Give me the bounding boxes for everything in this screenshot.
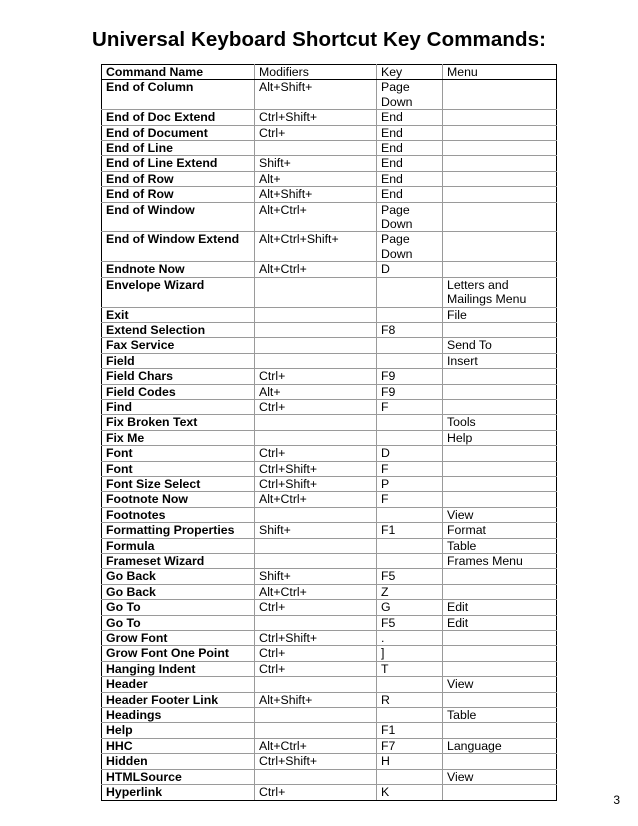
cell-key: F9 (377, 384, 443, 399)
cell-command-name: Help (102, 723, 255, 738)
cell-command-name: Exit (102, 307, 255, 322)
cell-menu (443, 399, 557, 414)
cell-menu (443, 369, 557, 384)
cell-modifiers: Alt+Ctrl+Shift+ (255, 232, 377, 262)
cell-menu: Table (443, 708, 557, 723)
cell-modifiers: Alt+Shift+ (255, 692, 377, 707)
cell-modifiers: Ctrl+ (255, 125, 377, 140)
cell-command-name: Formula (102, 538, 255, 553)
table-row (102, 615, 557, 630)
cell-menu: File (443, 307, 557, 322)
cell-modifiers: Alt+Ctrl+ (255, 584, 377, 599)
cell-command-name: Field (102, 353, 255, 368)
cell-key (377, 430, 443, 445)
cell-modifiers (255, 554, 377, 569)
cell-menu (443, 646, 557, 661)
cell-menu: View (443, 507, 557, 522)
table-row (102, 384, 557, 399)
header-command-name: Command Name (102, 65, 255, 80)
cell-modifiers: Shift+ (255, 569, 377, 584)
cell-menu (443, 262, 557, 277)
header-key: Key (377, 65, 443, 80)
table-row (102, 507, 557, 522)
cell-key (377, 307, 443, 322)
cell-key (377, 507, 443, 522)
cell-key: F (377, 399, 443, 414)
cell-modifiers: Ctrl+Shift+ (255, 476, 377, 491)
cell-modifiers (255, 353, 377, 368)
cell-menu (443, 661, 557, 676)
cell-menu (443, 171, 557, 186)
cell-command-name: End of Window (102, 202, 255, 232)
cell-menu (443, 476, 557, 491)
cell-command-name: Fax Service (102, 338, 255, 353)
table-row (102, 554, 557, 569)
cell-menu: Language (443, 738, 557, 753)
cell-menu: Edit (443, 600, 557, 615)
cell-key (377, 277, 443, 307)
cell-modifiers (255, 415, 377, 430)
table-row (102, 353, 557, 368)
cell-key: F5 (377, 615, 443, 630)
cell-command-name: End of Doc Extend (102, 110, 255, 125)
cell-menu (443, 584, 557, 599)
table-row (102, 80, 557, 110)
cell-key: D (377, 446, 443, 461)
cell-command-name: End of Row (102, 187, 255, 202)
cell-menu (443, 461, 557, 476)
cell-command-name: Fix Me (102, 430, 255, 445)
cell-modifiers: Ctrl+ (255, 399, 377, 414)
table-row (102, 631, 557, 646)
cell-menu (443, 754, 557, 769)
cell-command-name: Hyperlink (102, 785, 255, 800)
table-row (102, 171, 557, 186)
cell-modifiers (255, 677, 377, 692)
cell-command-name: End of Column (102, 80, 255, 110)
cell-command-name: Grow Font One Point (102, 646, 255, 661)
table-row (102, 232, 557, 262)
page-number: 3 (613, 793, 620, 807)
header-menu: Menu (443, 65, 557, 80)
cell-command-name: End of Line (102, 141, 255, 156)
cell-command-name: Field Chars (102, 369, 255, 384)
cell-command-name: HHC (102, 738, 255, 753)
table-row (102, 738, 557, 753)
table-row (102, 492, 557, 507)
cell-modifiers: Shift+ (255, 523, 377, 538)
table-row (102, 430, 557, 445)
table-row (102, 754, 557, 769)
cell-menu (443, 446, 557, 461)
cell-menu (443, 125, 557, 140)
cell-menu: Frames Menu (443, 554, 557, 569)
cell-key (377, 554, 443, 569)
cell-modifiers (255, 322, 377, 337)
table-row (102, 338, 557, 353)
cell-menu: View (443, 677, 557, 692)
cell-menu: Insert (443, 353, 557, 368)
cell-command-name: End of Window Extend (102, 232, 255, 262)
table-row (102, 125, 557, 140)
table-body (102, 80, 557, 800)
table-row (102, 262, 557, 277)
cell-modifiers: Ctrl+ (255, 646, 377, 661)
cell-command-name: Field Codes (102, 384, 255, 399)
cell-key: End (377, 171, 443, 186)
cell-key: End (377, 156, 443, 171)
cell-menu (443, 785, 557, 800)
cell-key: Page Down (377, 232, 443, 262)
cell-menu: Help (443, 430, 557, 445)
cell-modifiers: Ctrl+Shift+ (255, 461, 377, 476)
cell-modifiers: Ctrl+ (255, 785, 377, 800)
table-row (102, 322, 557, 337)
cell-modifiers (255, 708, 377, 723)
table-row (102, 785, 557, 800)
cell-menu: Table (443, 538, 557, 553)
cell-key: End (377, 110, 443, 125)
table-row (102, 187, 557, 202)
cell-command-name: Font Size Select (102, 476, 255, 491)
cell-menu (443, 384, 557, 399)
cell-modifiers: Ctrl+ (255, 446, 377, 461)
cell-command-name: HTMLSource (102, 769, 255, 784)
cell-modifiers: Ctrl+ (255, 369, 377, 384)
cell-menu: Send To (443, 338, 557, 353)
cell-modifiers (255, 723, 377, 738)
table-row (102, 692, 557, 707)
cell-command-name: Find (102, 399, 255, 414)
cell-key: End (377, 125, 443, 140)
cell-menu: View (443, 769, 557, 784)
cell-key: P (377, 476, 443, 491)
cell-key: F1 (377, 523, 443, 538)
table-row (102, 446, 557, 461)
cell-modifiers (255, 277, 377, 307)
table-row (102, 202, 557, 232)
cell-menu (443, 569, 557, 584)
header-modifiers: Modifiers (255, 65, 377, 80)
cell-command-name: Footnotes (102, 507, 255, 522)
cell-modifiers (255, 307, 377, 322)
cell-modifiers: Alt+Ctrl+ (255, 492, 377, 507)
cell-key: Page Down (377, 80, 443, 110)
cell-key: Z (377, 584, 443, 599)
table-row (102, 769, 557, 784)
cell-key: F8 (377, 322, 443, 337)
table-row (102, 110, 557, 125)
table-row (102, 661, 557, 676)
table-row (102, 369, 557, 384)
cell-key: D (377, 262, 443, 277)
cell-command-name: Go To (102, 600, 255, 615)
table-row (102, 600, 557, 615)
cell-menu (443, 141, 557, 156)
cell-menu (443, 110, 557, 125)
cell-key: End (377, 141, 443, 156)
cell-modifiers: Ctrl+Shift+ (255, 754, 377, 769)
table-row (102, 399, 557, 414)
cell-modifiers (255, 338, 377, 353)
cell-key (377, 538, 443, 553)
cell-menu: Edit (443, 615, 557, 630)
cell-command-name: Go Back (102, 569, 255, 584)
cell-modifiers: Ctrl+ (255, 600, 377, 615)
cell-modifiers: Alt+Ctrl+ (255, 202, 377, 232)
cell-key: K (377, 785, 443, 800)
table-row (102, 461, 557, 476)
cell-key: ] (377, 646, 443, 661)
header-row (102, 65, 557, 80)
table-row (102, 708, 557, 723)
cell-key: F (377, 461, 443, 476)
cell-command-name: Footnote Now (102, 492, 255, 507)
cell-key (377, 353, 443, 368)
cell-modifiers: Alt+ (255, 171, 377, 186)
table-row (102, 646, 557, 661)
cell-command-name: End of Document (102, 125, 255, 140)
cell-key: . (377, 631, 443, 646)
cell-command-name: End of Row (102, 171, 255, 186)
table-row (102, 677, 557, 692)
table-row (102, 156, 557, 171)
cell-command-name: Endnote Now (102, 262, 255, 277)
cell-menu (443, 322, 557, 337)
cell-modifiers (255, 430, 377, 445)
cell-command-name: Hidden (102, 754, 255, 769)
cell-key (377, 769, 443, 784)
page-title: Universal Keyboard Shortcut Key Commands: (91, 28, 547, 51)
cell-menu: Letters and Mailings Menu (443, 277, 557, 307)
cell-key: F5 (377, 569, 443, 584)
cell-key: T (377, 661, 443, 676)
table-row (102, 307, 557, 322)
table-row (102, 476, 557, 491)
cell-menu (443, 80, 557, 110)
cell-key: End (377, 187, 443, 202)
cell-command-name: Header (102, 677, 255, 692)
cell-modifiers: Ctrl+Shift+ (255, 631, 377, 646)
cell-menu: Tools (443, 415, 557, 430)
cell-key: F7 (377, 738, 443, 753)
cell-command-name: Grow Font (102, 631, 255, 646)
cell-menu (443, 692, 557, 707)
cell-command-name: Formatting Properties (102, 523, 255, 538)
cell-key: F9 (377, 369, 443, 384)
cell-modifiers: Alt+Shift+ (255, 80, 377, 110)
cell-modifiers (255, 769, 377, 784)
cell-menu (443, 156, 557, 171)
cell-command-name: Header Footer Link (102, 692, 255, 707)
cell-menu (443, 723, 557, 738)
cell-modifiers: Alt+Ctrl+ (255, 262, 377, 277)
cell-modifiers (255, 615, 377, 630)
cell-modifiers (255, 538, 377, 553)
table-row (102, 523, 557, 538)
cell-menu: Format (443, 523, 557, 538)
cell-menu (443, 232, 557, 262)
cell-key (377, 415, 443, 430)
cell-menu (443, 202, 557, 232)
cell-menu (443, 492, 557, 507)
cell-command-name: Headings (102, 708, 255, 723)
cell-key: R (377, 692, 443, 707)
cell-command-name: Font (102, 461, 255, 476)
table-row (102, 415, 557, 430)
table-row (102, 538, 557, 553)
cell-key: F (377, 492, 443, 507)
cell-key (377, 338, 443, 353)
cell-modifiers: Ctrl+ (255, 661, 377, 676)
cell-modifiers: Alt+Ctrl+ (255, 738, 377, 753)
cell-modifiers: Alt+ (255, 384, 377, 399)
cell-key (377, 708, 443, 723)
cell-modifiers: Ctrl+Shift+ (255, 110, 377, 125)
cell-command-name: Frameset Wizard (102, 554, 255, 569)
cell-modifiers (255, 507, 377, 522)
cell-command-name: Go Back (102, 584, 255, 599)
cell-command-name: Hanging Indent (102, 661, 255, 676)
cell-modifiers: Shift+ (255, 156, 377, 171)
cell-menu (443, 187, 557, 202)
table-row (102, 723, 557, 738)
cell-command-name: End of Line Extend (102, 156, 255, 171)
table-row (102, 141, 557, 156)
cell-command-name: Extend Selection (102, 322, 255, 337)
table-row (102, 584, 557, 599)
table-row (102, 569, 557, 584)
cell-command-name: Font (102, 446, 255, 461)
cell-modifiers (255, 141, 377, 156)
cell-command-name: Fix Broken Text (102, 415, 255, 430)
cell-modifiers: Alt+Shift+ (255, 187, 377, 202)
shortcut-table (101, 64, 557, 801)
cell-key: G (377, 600, 443, 615)
cell-command-name: Go To (102, 615, 255, 630)
table-row (102, 277, 557, 307)
cell-key: H (377, 754, 443, 769)
cell-key: F1 (377, 723, 443, 738)
cell-key (377, 677, 443, 692)
cell-key: Page Down (377, 202, 443, 232)
cell-menu (443, 631, 557, 646)
cell-command-name: Envelope Wizard (102, 277, 255, 307)
table-header (102, 65, 557, 80)
